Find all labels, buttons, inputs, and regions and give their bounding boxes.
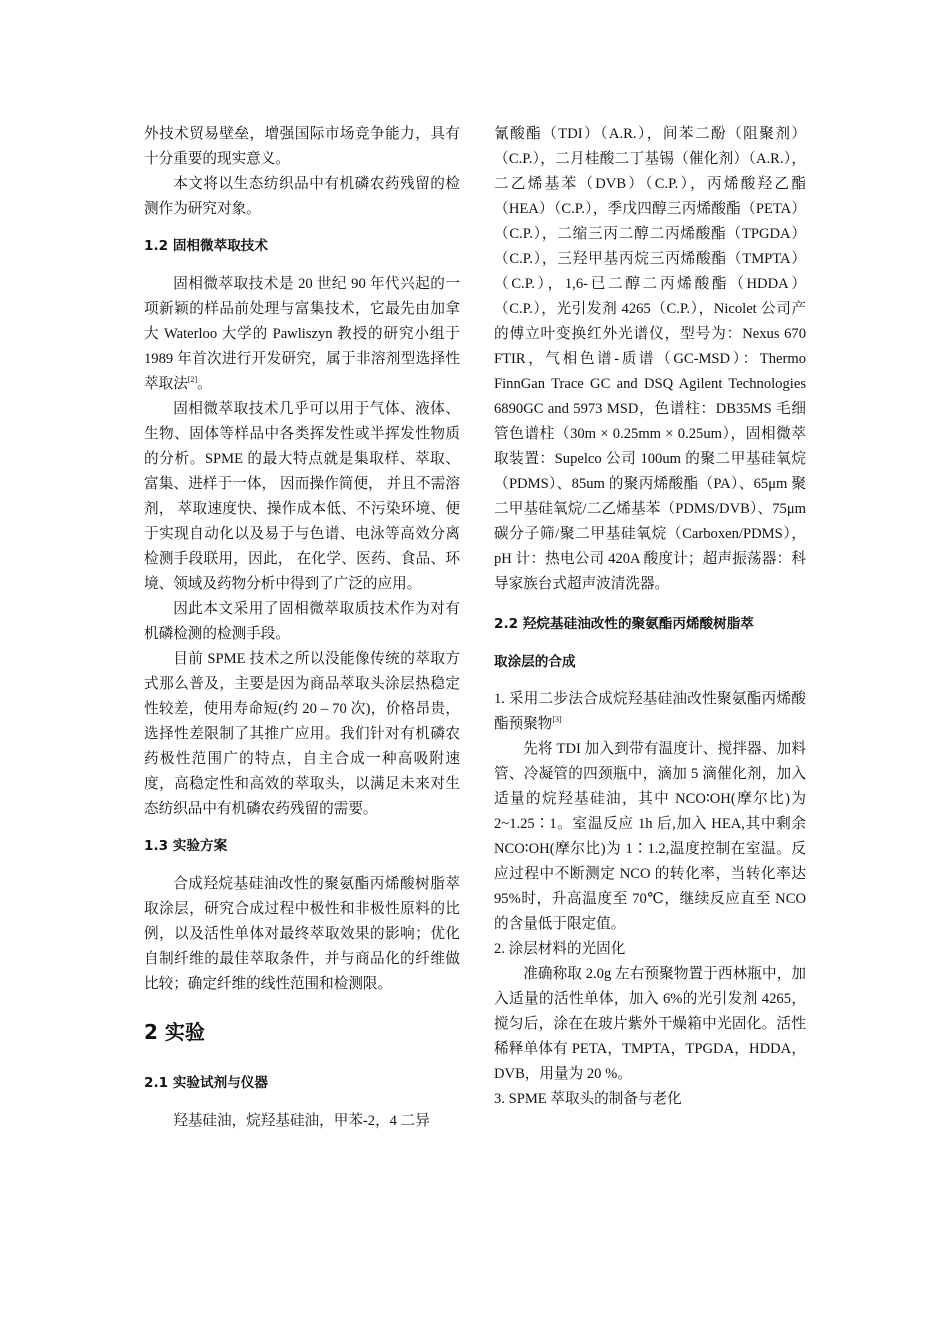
heading-line: 取涂层的合成	[494, 654, 576, 670]
citation-ref: [3]	[552, 715, 562, 725]
paragraph: 外技术贸易壁垒，增强国际市场竞争能力，具有十分重要的现实意义。	[144, 126, 460, 167]
paragraph: 羟基硅油，烷羟基硅油，甲苯-2，4 二异	[173, 1113, 430, 1129]
section-heading-2-1: 2.1 实验试剂与仪器	[144, 1075, 268, 1091]
section-heading-1-3: 1.3 实验方案	[144, 838, 228, 854]
left-column	[144, 122, 460, 1134]
section-heading-2: 2 实验	[144, 1020, 205, 1044]
step-heading-2: 2. 涂层材料的光固化	[494, 941, 626, 957]
paragraph-end: 。	[197, 376, 212, 392]
section-heading-2-2	[494, 605, 806, 681]
paragraph: 目前 SPME 技术之所以没能像传统的萃取方式那么普及，主要是因为商品萃取头涂层热稳定性较差，使用寿命短(约 20 – 70 次)，价格昂贵，选择性差限制了其推广应用。我们针对有机磷农药极性范围广的特点，自主合成一种高吸附速度，高稳定性和高效的萃取头，以满足未来对生态纺织品中有机磷农药残留的需要。	[144, 651, 460, 817]
heading-line: 2.2 羟烷基硅油改性的聚氨酯丙烯酸树脂萃	[494, 616, 754, 632]
section-heading-1-2: 1.2 固相微萃取技术	[144, 238, 268, 254]
paragraph-text: 固相微萃取技术是 20 世纪 90 年代兴起的一项新颖的样品前处理与富集技术，它最先由加拿大 Waterloo 大学的 Pawliszyn 教授的研究小组于 1989 年首次进行开发研究，属于非溶剂型选择性萃取法	[144, 276, 460, 392]
paragraph: 本文将以生态纺织品中有机磷农药残留的检测作为研究对象。	[144, 176, 460, 217]
paragraph: 合成羟烷基硅油改性的聚氨酯丙烯酸树脂萃取涂层，研究合成过程中极性和非极性原料的比例，以及活性单体对最终萃取效果的影响；优化自制纤维的最佳萃取条件，并与商品化的纤维做比较；确定纤维的线性范围和检测限。	[144, 876, 460, 992]
paragraph: 氰酸酯（TDI）（A.R.），间苯二酚（阻聚剂）（C.P.），二月桂酸二丁基锡（催化剂）（A.R.），二乙烯基苯（DVB）（C.P.），丙烯酸羟乙酯（HEA）（C.P.），季戊四醇三丙烯酸酯（PETA）（C.P.），二缩三丙二醇二丙烯酸酯（TPGDA）（C.P.），三羟甲基丙烷三丙烯酸酯（TMPTA）（C.P.），1,6-已二醇二丙烯酸酯（HDDA）（C.P.），光引发剂 4265（C.P.），Nicolet 公司产的傅立叶变换红外光谱仪，型号为：Nexus 670 FTIR，气相色谱-质谱（GC-MSD）：Thermo FinnGan Trace GC and DSQ Agilent Technologies 6890GC and 5973 MSD，色谱柱：DB35MS 毛细管色谱柱（30m × 0.25mm × 0.25um），固相微萃取装置：Supelco 公司 100um 的聚二甲基硅氧烷（PDMS）、85um 的聚丙烯酸酯（PA）、65μm 聚二甲基硅氧烷/二乙烯基苯（PDMS/DVB）、75μm 碳分子筛/聚二甲基硅氧烷（Carboxen/PDMS），pH 计：热电公司 420A 酸度计；超声振荡器：科导家族台式超声波清洗器。	[494, 126, 806, 592]
step-heading-1	[494, 687, 806, 737]
citation-ref: [2]	[187, 375, 198, 385]
paragraph: 先将 TDI 加入到带有温度计、搅拌器、加料管、冷凝管的四颈瓶中，滴加 5 滴催化剂，加入适量的烷羟基硅油，其中 NCO∶OH(摩尔比)为 2~1.25∶1。室温反应 1h 后,加入 HEA,其中剩余 NCO∶OH(摩尔比)为 1∶1.2,温度控制在室温。反应过程中不断测定 NCO 的转化率，当转化率达 95%时，升高温度至 70℃，继续反应直至 NCO 的含量低于限定值。	[494, 741, 806, 932]
paragraph: 固相微萃取技术几乎可以用于气体、液体、生物、固体等样品中各类挥发性或半挥发性物质的分析。SPME 的最大特点就是集取样、萃取、富集、进样于一体， 因而操作简便， 并且不需溶剂， 萃取速度快、操作成本低、不污染环境、便于实现自动化以及易于与色谱、电泳等高效分离检测手段联用，因此， 在化学、医药、食品、环境、领域及药物分析中得到了广泛的应用。	[144, 401, 460, 592]
paragraph: 因此本文采用了固相微萃取质技术作为对有机磷检测的检测手段。	[144, 601, 460, 642]
paragraph	[144, 272, 460, 397]
step-heading-3: 3. SPME 萃取头的制备与老化	[494, 1091, 682, 1107]
paragraph: 准确称取 2.0g 左右预聚物置于西林瓶中，加入适量的活性单体，加入 6%的光引发剂 4265，搅匀后，涂在在玻片紫外干燥箱中光固化。活性稀释单体有 PETA，TMPTA，TPGDA，HDDA，DVB，用量为 20 %。	[494, 966, 806, 1082]
step-text: 1. 采用二步法合成烷羟基硅油改性聚氨酯丙烯酸酯预聚物	[494, 691, 806, 732]
right-column	[494, 122, 806, 1112]
